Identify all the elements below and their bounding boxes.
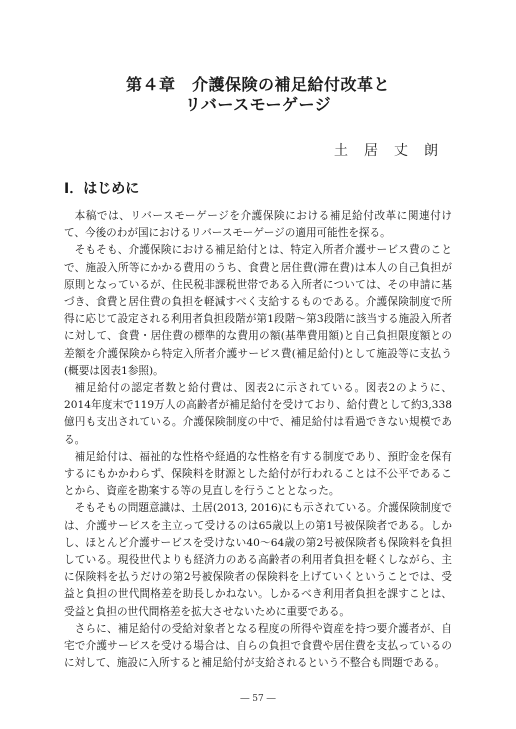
paragraph: そもそもの問題意識は、土居(2013, 2016)にも示されている。介護保険制度では、介護サービスを主立って受けるのは65歳以上の第1号被保険者である。しかし、ほとんど介護サービスを受けない40～64歳の第2号被保険者も保険料を負担している。現役世代よりも経済力のある高齢者の利用者負担を軽くしながら、主に保険料を払うだけの第2号被保険者の保険料を上げていくということでは、受益と負担の世代間格差を助長しかねない。しかるべき利用者負担を課すことは、受益と負担の世代間格差を拡大させないために重要である。 <box>64 502 452 618</box>
paragraph: 補足給付は、福祉的な性格や経過的な性格を有する制度であり、預貯金を保有するにもかかわらず、保険料を財源とした給付が行われることは不公平であることから、資産を勘案する等の見直しを行うこととなった。 <box>64 450 452 498</box>
paragraph: 本稿では、リバースモーゲージを介護保険における補足給付改革に関連付けて、今後のわが国におけるリバースモーゲージの適用可能性を探る。 <box>64 210 452 240</box>
author-name: 土居丈朗 <box>334 143 454 159</box>
chapter-title-line1: 第４章 介護保険の補足給付改革と <box>125 75 390 94</box>
section-heading: Ⅰ．はじめに <box>64 181 140 197</box>
page-number: ― 57 ― <box>240 694 276 704</box>
paragraph: そもそも、介護保険における補足給付とは、特定入所者介護サービス費のことで、施設入所等にかかる費用のうち、食費と居住費(滞在費)は本人の自己負担が原則となっているが、住民税非課税世帯である入所者については、その申請に基づき、食費と居住費の負担を軽減すべく支給するものである。介護保険制度で所得に応じて設定される利用者負担段階が第1段階～第3段階に該当する施設入所者に対して、食費・居住費の標準的な費用の額(基準費用額)と自己負担限度額との差額を介護保険から特定入所者介護サービス費(補足給付)として施設等に支払う(概要は図表1参照)。 <box>64 244 452 377</box>
body-text <box>64 208 452 672</box>
paragraph: さらに、補足給付の受給対象者となる程度の所得や資産を持つ要介護者が、自宅で介護サービスを受ける場合は、自らの負担で食費や居住費を支払っているのに対して、施設に入所すると補足給付が支給されるという不整合も問題である。 <box>64 622 452 670</box>
chapter-title-line2: リバースモーゲージ <box>184 95 332 114</box>
paragraph: 補足給付の認定者数と給付費は、図表2に示されている。図表2のように、2014年度末で119万人の高齢者が補足給付を受けており、給付費として約3,338億円も支出されている。介護保険制度の中で、補足給付は看過できない規模である。 <box>64 382 452 446</box>
